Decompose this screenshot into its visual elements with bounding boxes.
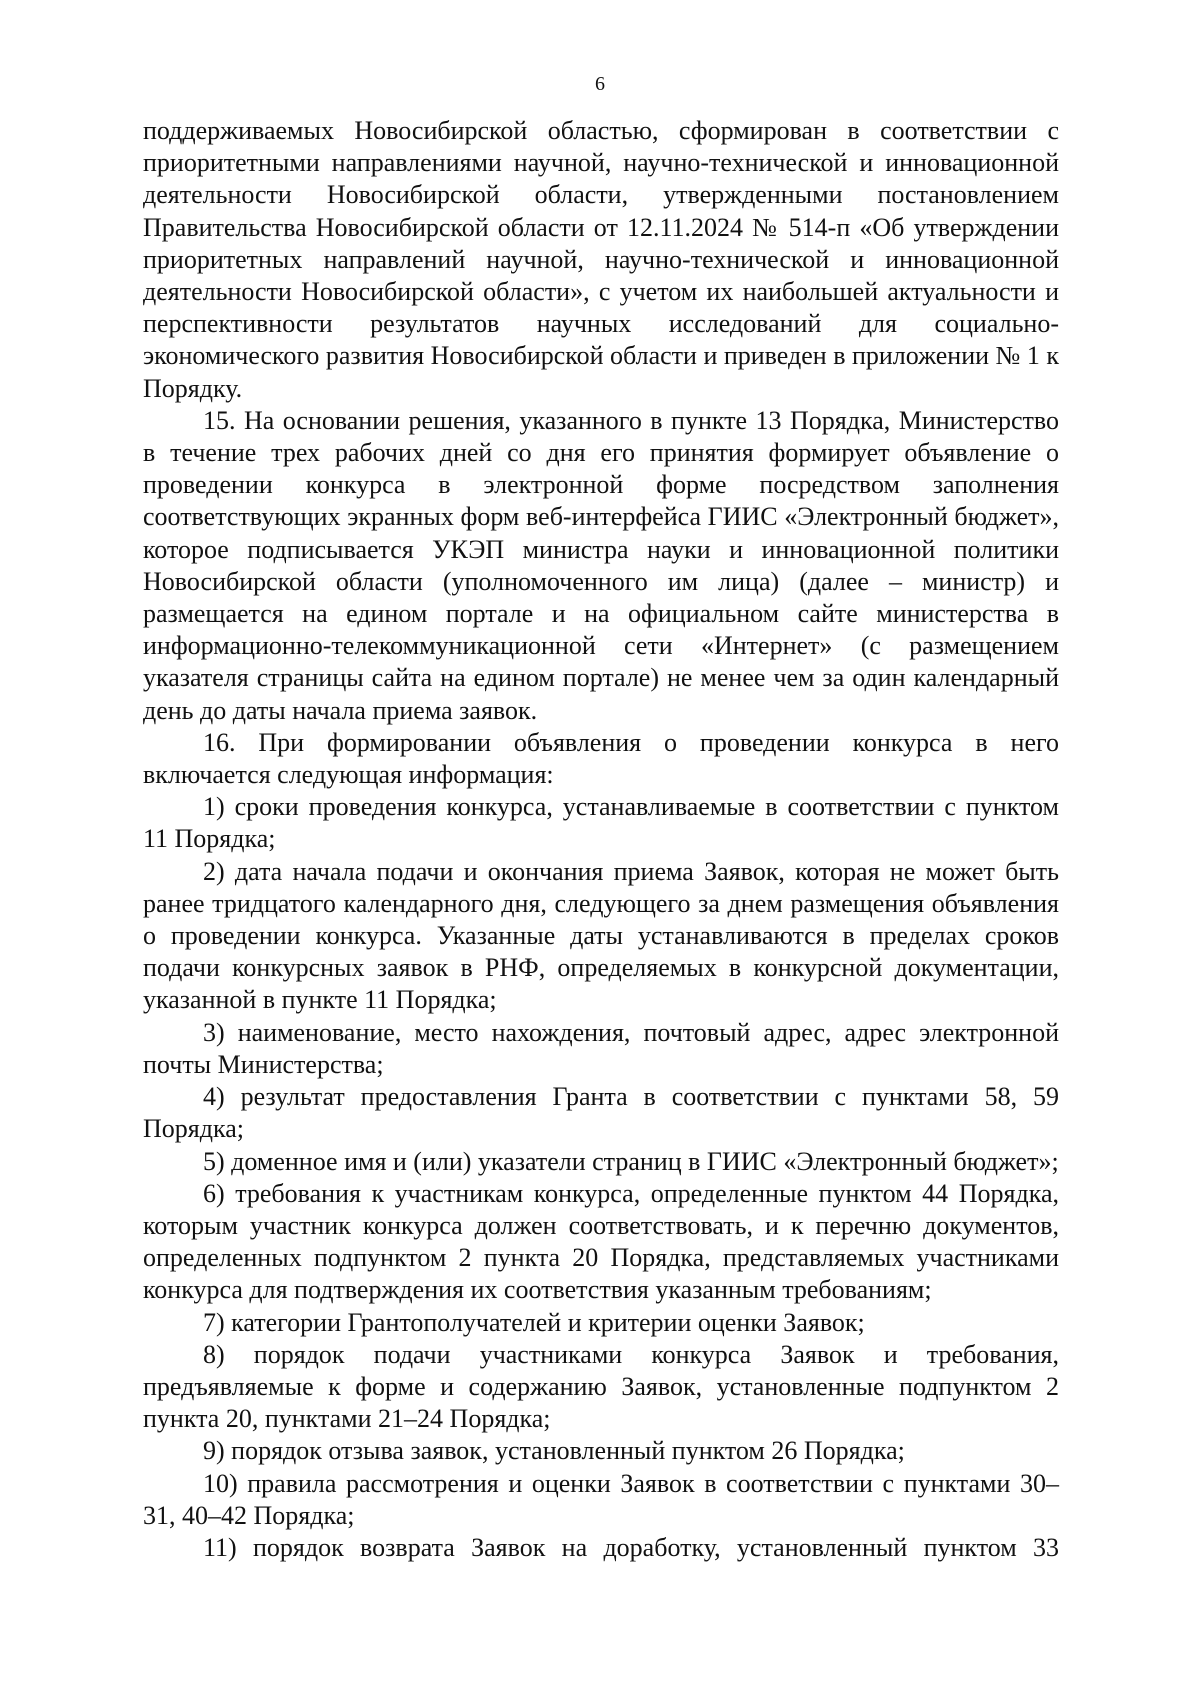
list-item-6: 6) требования к участникам конкурса, определенные пунктом 44 Порядка, которым участник конкурса должен соответствовать, и к перечню документов, определенных подпунктом 2 пункта 20 Порядка, представляемых участниками конкурса для подтверждения их соответствия указанным требованиям;: [143, 1178, 1059, 1305]
paragraph-continuation: поддерживаемых Новосибирской областью, сформирован в соответствии с приоритетными направлениями научной, научно-технической и инновационной деятельности Новосибирской области, утвержденными постановлением Правительства Новосибирской области от 12.11.2024 № 514-п «Об утверждении приоритетных направлений научной, научно-технической и инновационной деятельности Новосибирской области», с учетом их наибольшей актуальности и перспективности результатов научных исследований для социально-экономического развития Новосибирской области и приведен в приложении № 1 к Порядку.: [143, 116, 1059, 403]
list-item-10: 10) правила рассмотрения и оценки Заявок в соответствии с пунктами 30–31, 40–42 Порядка;: [143, 1468, 1059, 1530]
page-number: 6: [595, 73, 605, 95]
list-item-3: 3) наименование, место нахождения, почтовый адрес, адрес электронной почты Министерства;: [143, 1017, 1059, 1079]
list-item-11: 11) порядок возврата Заявок на доработку, установленный пунктом 33: [203, 1532, 1059, 1562]
list-item-8: 8) порядок подачи участниками конкурса Заявок и требования, предъявляемые к форме и содержанию Заявок, установленные подпунктом 2 пункта 20, пунктами 21–24 Порядка;: [143, 1339, 1059, 1434]
document-body: [143, 115, 1059, 1564]
list-item-2: 2) дата начала подачи и окончания приема Заявок, которая не может быть ранее тридцатого календарного дня, следующего за днем размещения объявления о проведении конкурса. Указанные даты устанавливаются в пределах сроков подачи конкурсных заявок в РНФ, определяемых в конкурсной документации, указанной в пункте 11 Порядка;: [143, 856, 1059, 1015]
paragraph-item-16: 16. При формировании объявления о проведении конкурса в него включается следующая информация:: [143, 727, 1059, 790]
list-item-1: 1) сроки проведения конкурса, устанавливаемые в соответствии с пунктом 11 Порядка;: [143, 792, 1059, 854]
list-item-4: 4) результат предоставления Гранта в соответствии с пунктами 58, 59 Порядка;: [143, 1082, 1059, 1144]
list-item-5: 5) доменное имя и (или) указатели страниц в ГИИС «Электронный бюджет»;: [203, 1146, 1059, 1176]
list-item-7: 7) категории Грантополучателей и критерии оценки Заявок;: [203, 1307, 865, 1337]
list-item-9: 9) порядок отзыва заявок, установленный пунктом 26 Порядка;: [203, 1436, 905, 1466]
paragraph-item-15: 15. На основании решения, указанного в пункте 13 Порядка, Министерство в течение трех рабочих дней со дня его принятия формирует объявление о проведении конкурса в электронной форме посредством заполнения соответствующих экранных форм веб-интерфейса ГИИС «Электронный бюджет», которое подписывается УКЭП министра науки и инновационной политики Новосибирской области (уполномоченного им лица) (далее – министр) и размещается на едином портале и на официальном сайте министерства в информационно-телекоммуникационной сети «Интернет» (с размещением указателя страницы сайта на едином портале) не менее чем за один календарный день до даты начала приема заявок.: [143, 405, 1059, 725]
